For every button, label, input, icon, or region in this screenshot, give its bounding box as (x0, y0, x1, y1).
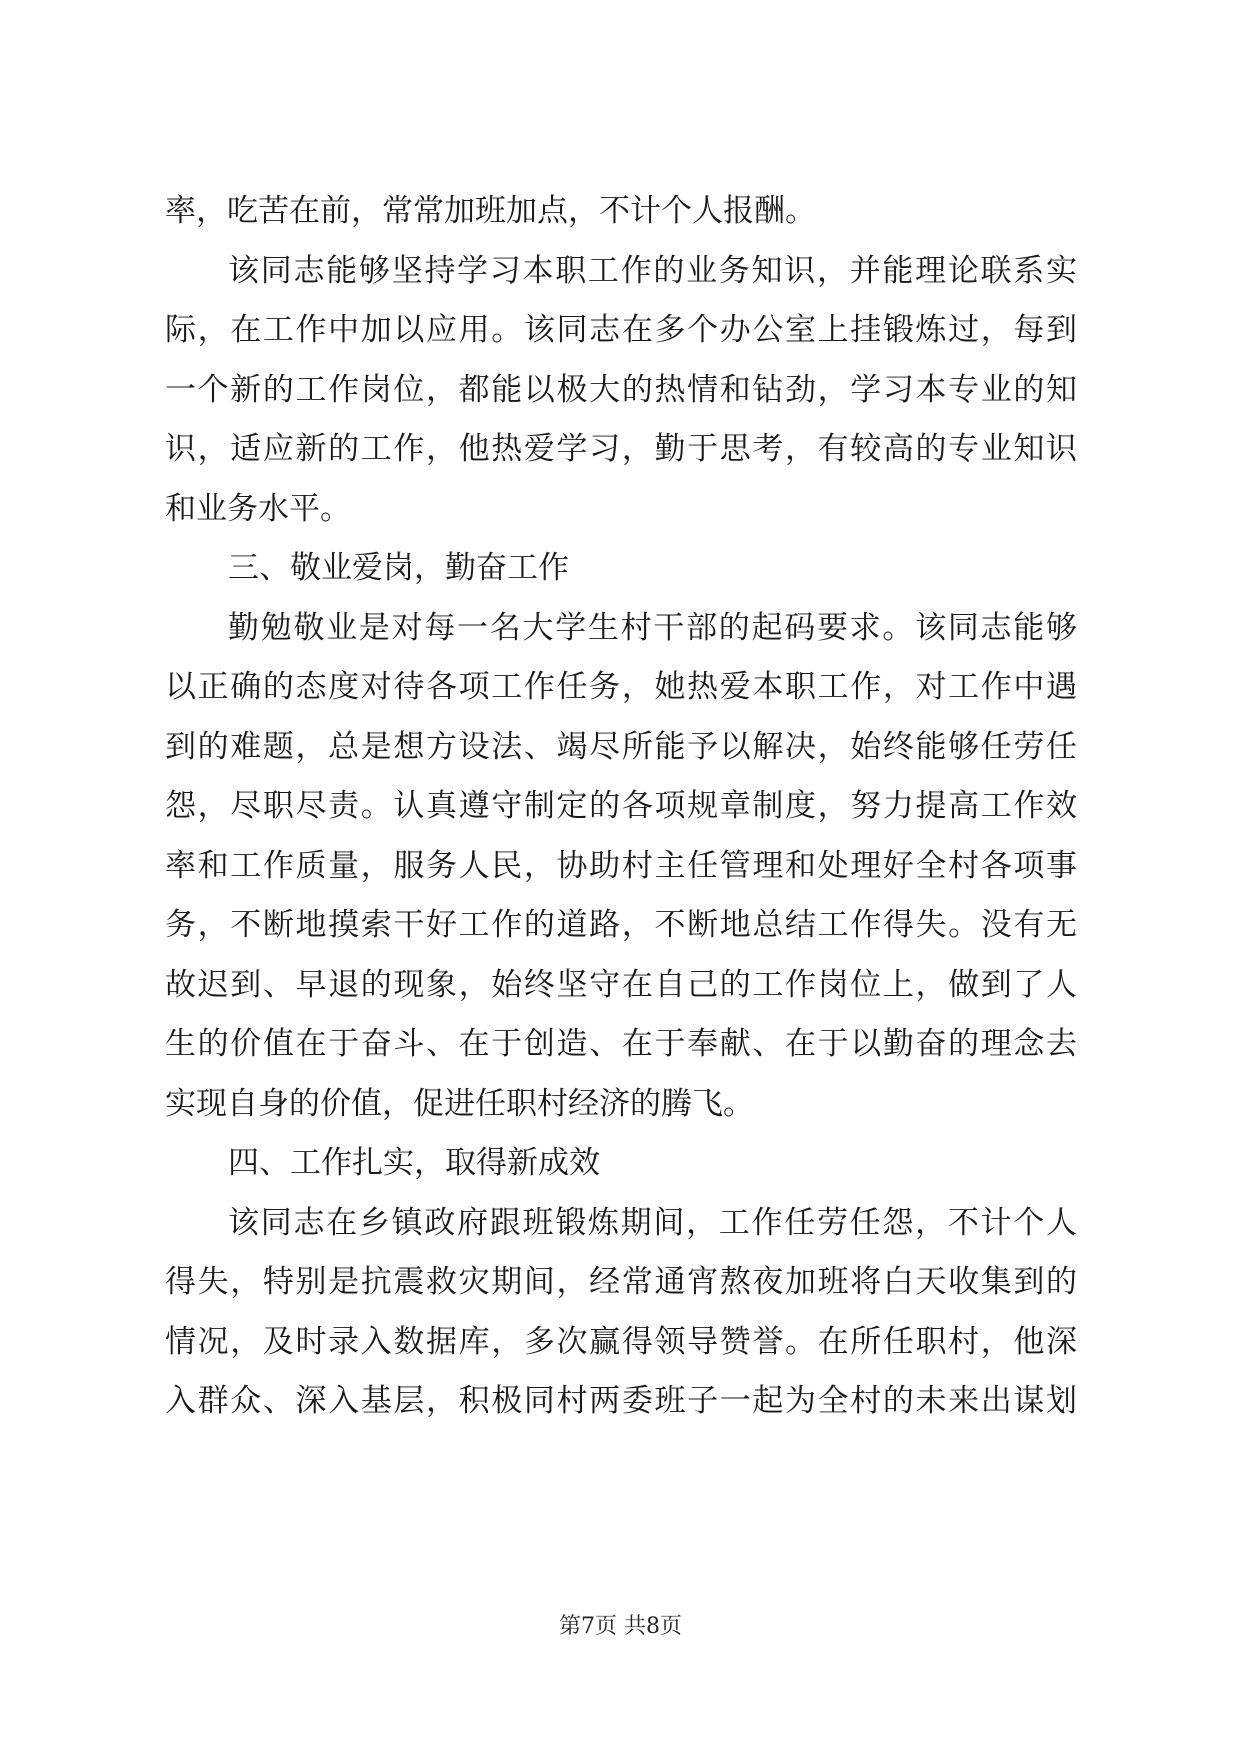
text-line: 该同志能够坚持学习本职工作的业务知识，并能理论联系实 (228, 252, 1077, 289)
text-line: 以正确的态度对待各项工作任务，她热爱本职工作，对工作中遇 (165, 669, 1077, 705)
text-line: 一个新的工作岗位，都能以极大的热情和钻劲，学习本专业的知 (165, 371, 1077, 408)
text-line: 入群众、深入基层，积极同村两委班子一起为全村的未来出谋划 (165, 1383, 1077, 1419)
text-line: 和业务水平。 (165, 490, 351, 527)
text-line: 该同志在乡镇政府跟班锻炼期间，工作任劳任怨，不计个人 (228, 1204, 1077, 1241)
page-footer: 第7页 共8页 (559, 1614, 682, 1639)
body-text (165, 182, 1077, 1432)
text-line: 识，适应新的工作，他热爱学习，勤于思考，有较高的专业知识 (165, 431, 1077, 467)
text-line: 际，在工作中加以应用。该同志在多个办公室上挂锻炼过，每到 (165, 312, 1077, 348)
text-line: 勤勉敬业是对每一名大学生村干部的起码要求。该同志能够 (228, 609, 1077, 646)
text-line: 率和工作质量，服务人民，协助村主任管理和处理好全村各项事 (165, 847, 1077, 884)
text-line: 怨，尽职尽责。认真遵守制定的各项规章制度，努力提高工作效 (165, 788, 1077, 824)
text-line: 四、工作扎实，取得新成效 (228, 1145, 600, 1181)
text-line: 得失，特别是抗震救灾期间，经常通宵熬夜加班将白天收集到的 (165, 1264, 1077, 1300)
text-line: 故迟到、早退的现象，始终坚守在自己的工作岗位上，做到了人 (165, 966, 1077, 1003)
text-line: 到的难题，总是想方设法、竭尽所能予以解决，始终能够任劳任 (165, 728, 1077, 765)
text-line: 三、敬业爱岗，勤奋工作 (228, 550, 569, 586)
text-line: 务，不断地摸索干好工作的道路，不断地总结工作得失。没有无 (165, 907, 1077, 943)
text-line: 情况，及时录入数据库，多次赢得领导赞誉。在所任职村，他深 (165, 1323, 1077, 1360)
text-line: 率，吃苦在前，常常加班加点，不计个人报酬。 (165, 193, 816, 229)
text-line: 生的价值在于奋斗、在于创造、在于奉献、在于以勤奋的理念去 (165, 1026, 1077, 1062)
text-line: 实现自身的价值，促进任职村经济的腾飞。 (165, 1085, 754, 1122)
